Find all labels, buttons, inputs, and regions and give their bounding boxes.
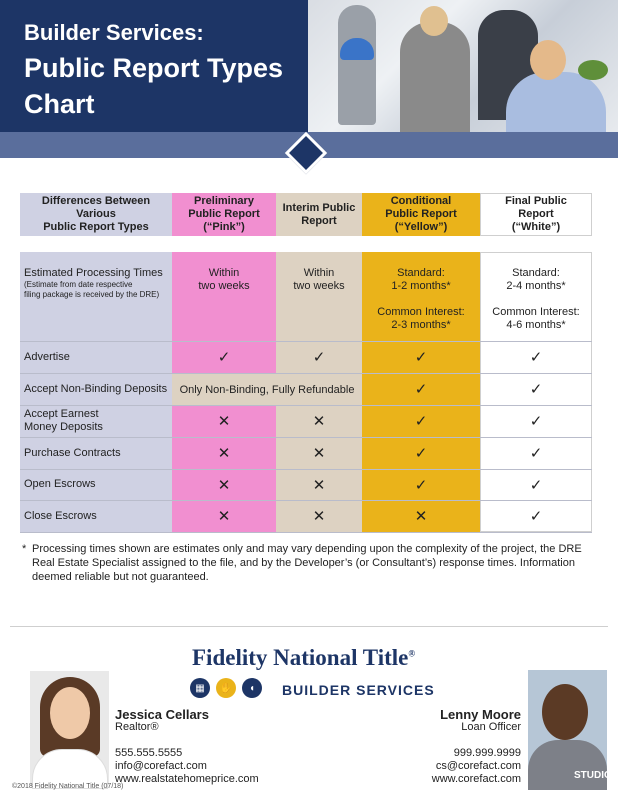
row-label-earnest: Accept Earnest Money Deposits [24,408,103,433]
brand-subtitle: BUILDER SERVICES [282,682,435,698]
processing-pink: Within two weeks [198,267,250,292]
x-icon: ✕ [217,476,231,494]
agent-right-role: Loan Officer [461,721,521,733]
x-icon: ✕ [217,413,231,430]
processing-label: Estimated Processing Times [24,267,163,279]
column-header-final: Final Public Report (“White”) [480,193,592,236]
agent-right-name: Lenny Moore [440,707,521,722]
agent-right-email[interactable]: cs@corefact.com [435,760,521,772]
brand-logo: Fidelity National Title® [192,645,416,670]
check-icon: ✓ [529,413,543,430]
agent-right [400,708,521,786]
check-icon: ✓ [414,349,428,366]
row-label-close-escrows: Close Escrows [24,509,97,522]
title-line-1: Builder Services: [24,20,204,45]
processing-white: Standard: 2-4 months* Common Interest: 4-6 months* [492,267,580,331]
title-line-3: Chart [24,89,95,119]
x-icon: ✕ [312,445,326,462]
check-icon: ✓ [414,476,428,494]
processing-yellow: Standard: 1-2 months* Common Interest: 2-3 months* [377,267,465,331]
footnote: * Processing times shown are estimates only and may vary depending upon the complexity of the project, the DRE Real Estate Specialist assigned to the file, and by the Developer’s (or Consultant’s) response times. Information deemed reliable but not guaranteed. [22,543,582,583]
copyright: ©2018 Fidelity National Title (07/18) [12,783,124,790]
agent-left-phone[interactable]: 555.555.5555 [115,747,183,759]
check-icon: ✓ [529,349,543,366]
processing-label-block [24,267,174,300]
column-header-conditional: Conditional Public Report (“Yellow”) [362,193,480,236]
processing-sublabel-1: (Estimate from date respective [24,280,133,289]
x-icon: ✕ [217,445,231,462]
row-label-purchase: Purchase Contracts [24,446,121,459]
divider [10,626,608,627]
x-icon: ✕ [414,508,428,525]
hand-icon: ✋ [216,678,236,698]
check-icon: ✓ [529,381,543,398]
crescent-icon: ◖ [242,678,262,698]
processing-tan: Within two weeks [293,267,345,292]
check-icon: ✓ [529,508,543,525]
building-icon: ▦ [190,678,210,698]
avatar [528,670,612,786]
check-icon: ✓ [312,349,326,366]
non-binding-merged-cell: Only Non-Binding, Fully Refundable [172,374,362,405]
agent-right-phone[interactable]: 999.999.9999 [453,747,521,759]
agent-left-web[interactable]: www.realstatehomeprice.com [115,773,259,785]
avatar [30,671,109,785]
brand-icons [190,678,262,698]
x-icon: ✕ [312,413,326,430]
row-label-advertise: Advertise [24,350,70,363]
column-header-preliminary: Preliminary Public Report (“Pink”) [172,193,276,236]
x-icon: ✕ [217,508,231,525]
x-icon: ✕ [312,476,326,494]
agent-right-web[interactable]: www.corefact.com [431,773,521,785]
watermark: STUDIO [574,770,612,781]
column-header-differences: Differences Between Various Public Report Types [20,193,172,236]
check-icon: ✓ [529,445,543,462]
row-label-open-escrows: Open Escrows [24,478,96,490]
check-icon: ✓ [414,445,428,462]
check-icon: ✓ [414,413,428,430]
row-label-non-binding: Accept Non-Binding Deposits [24,382,168,395]
agent-left-role: Realtor® [115,721,159,733]
agent-left-email[interactable]: info@corefact.com [115,760,207,772]
office-photo [308,0,618,132]
check-icon: ✓ [414,381,428,398]
check-icon: ✓ [529,476,543,494]
agent-left [115,708,259,786]
title-line-2: Public Report Types [24,53,284,83]
agent-left-name: Jessica Cellars [115,707,209,722]
processing-sublabel-2: filing package is received by the DRE) [24,290,160,299]
check-icon: ✓ [217,349,231,366]
column-header-interim: Interim Public Report [276,193,362,236]
x-icon: ✕ [312,508,326,525]
